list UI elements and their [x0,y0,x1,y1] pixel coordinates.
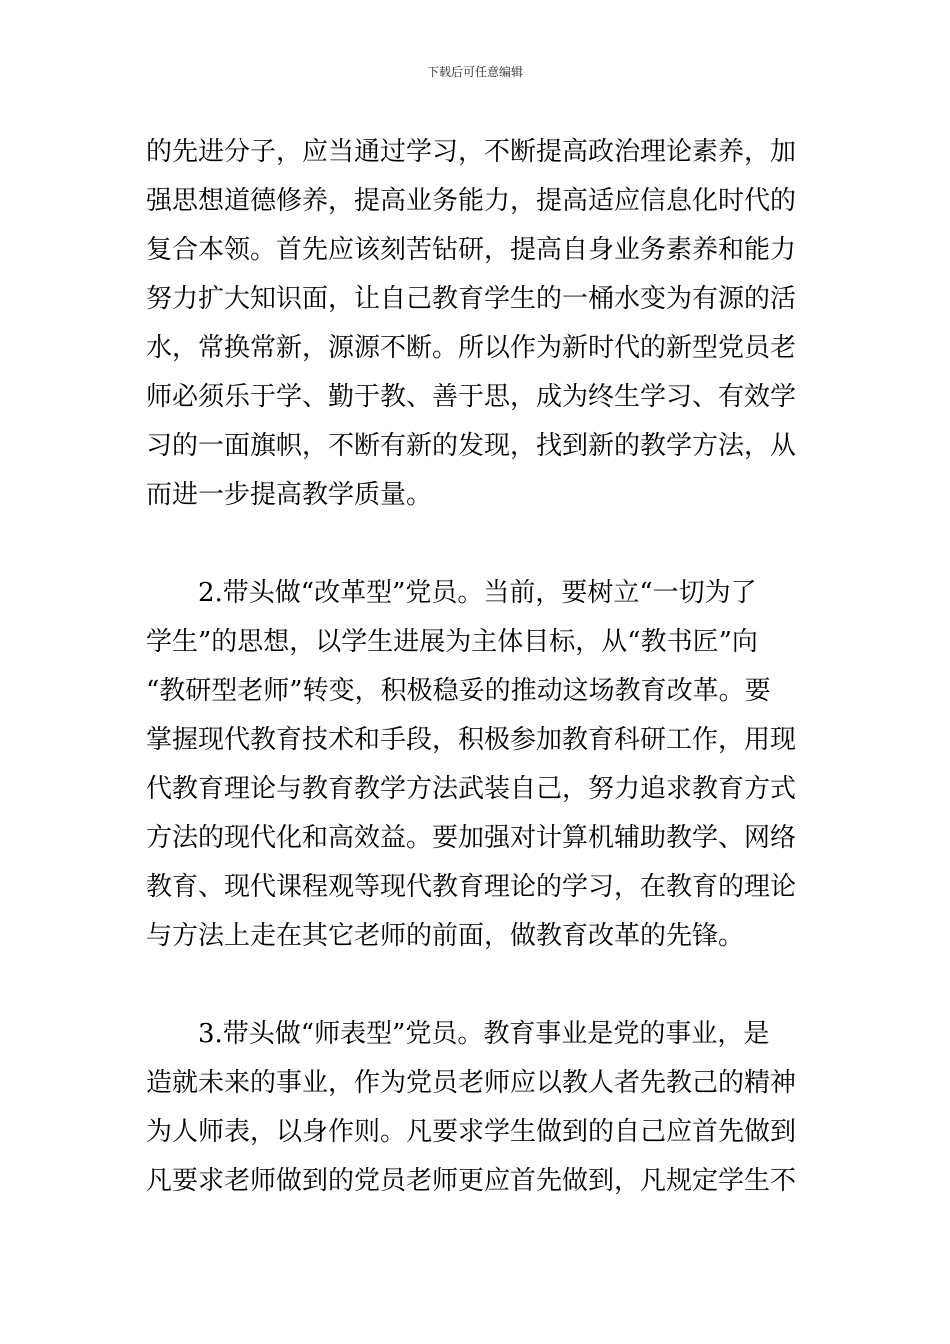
text-line: 复合本领。首先应该刻苦钻研，提高自身业务素养和能力 [146,235,797,265]
text-line: 与方法上走在其它老师的前面，做教育改革的先锋。 [146,921,745,951]
text-line: 水，常换常新，源源不断。所以作为新时代的新型党员老 [146,333,797,363]
text-line: 而进一步提高教学质量。 [146,480,433,510]
text-line: 的先进分子，应当通过学习，不断提高政治理论素养，加 [146,137,797,167]
text-line: 代教育理论与教育教学方法武装自己，努力追求教育方式 [146,774,797,804]
paragraph-spacer [146,961,806,1010]
text-line: 为人师表，以身作则。凡要求学生做到的自己应首先做到 [146,1117,797,1147]
text-line: 强思想道德修养，提高业务能力，提高适应信息化时代的 [146,186,797,216]
page-header: 下载后可任意编辑 [426,65,523,79]
paragraph-model-type [146,1010,806,1206]
text-line: 凡要求老师做到的党员老师更应首先做到，凡规定学生不 [146,1166,797,1196]
text-line: 习的一面旗帜，不断有新的发现，找到新的教学方法，从 [146,431,797,461]
document-body [146,128,806,1206]
text-line: 教育、现代课程观等现代教育理论的学习，在教育的理论 [146,872,797,902]
text-line: 2.带头做“改革型”党员。当前，要树立“一切为了 [198,578,757,608]
text-line: “教研型老师”转变，积极稳妥的推动这场教育改革。要 [146,676,771,706]
text-line: 学生”的思想，以学生进展为主体目标，从“教书匠”向 [146,627,758,657]
text-line: 方法的现代化和高效益。要加强对计算机辅助教学、网络 [146,823,797,853]
text-line: 3.带头做“师表型”党员。教育事业是党的事业，是 [198,1019,770,1049]
text-line: 造就未来的事业，作为党员老师应以教人者先教己的精神 [146,1068,797,1098]
paragraph-continuation [146,128,806,520]
paragraph-spacer [146,520,806,569]
paragraph-reform-type [146,569,806,961]
text-line: 师必须乐于学、勤于教、善于思，成为终生学习、有效学 [146,382,797,412]
text-line: 努力扩大知识面，让自己教育学生的一桶水变为有源的活 [146,284,797,314]
text-line: 掌握现代教育技术和手段，积极参加教育科研工作，用现 [146,725,797,755]
